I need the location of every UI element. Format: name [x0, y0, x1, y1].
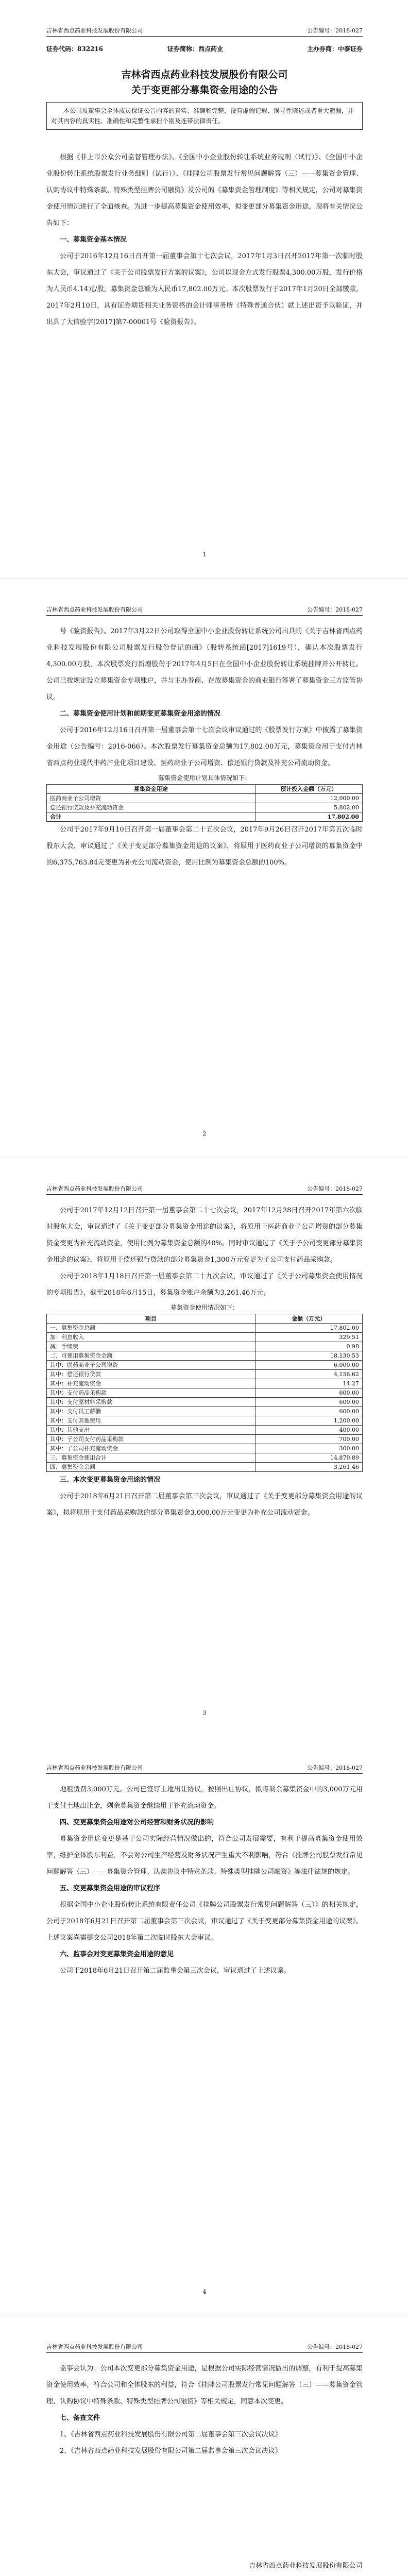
page-1	[0, 0, 409, 579]
table-cell: 其中：支付原材料采购款	[47, 1398, 255, 1407]
page-header	[46, 1185, 363, 1195]
table-header: 金额（万元）	[255, 1314, 362, 1324]
table-cell: 二、可使用募集资金金额	[47, 1351, 255, 1361]
table-row	[47, 1435, 363, 1444]
table-cell: 14.27	[255, 1379, 362, 1388]
page-header	[46, 2343, 363, 2353]
table-cell: 四、募集资金余额	[47, 1463, 255, 1472]
section-heading: 二、募集资金使用计划和前期变更募集资金用途的情况	[60, 710, 221, 718]
table-cell: 12,000.00	[255, 794, 362, 803]
table-cell: 4,156.62	[255, 1370, 362, 1379]
table-cell: 其中：子公司补充流动资金	[47, 1444, 255, 1453]
table-cell: 5,802.00	[255, 803, 362, 812]
table-cell: 329.51	[255, 1333, 362, 1342]
table-cell: 0.98	[255, 1342, 362, 1351]
header-company: 吉林省西点药业科技发展股份有限公司	[46, 606, 143, 613]
paragraph: 公司于2018年1月18日召开第一届董事会第二十九次会议，审议通过了《关于公司募集资金使用情况的专项报告》，截至2018年6月15日，募集资金账户余额为3,261.46万元。	[46, 1273, 363, 1297]
table-cell: 400.00	[255, 1426, 362, 1435]
table-cell: 600.00	[255, 1398, 362, 1407]
table-cell: 其中：医药商业子公司增资	[47, 1361, 255, 1370]
table-caption: 募集资金使用计划具体情况如下：	[158, 774, 251, 782]
table-cell: 合计	[47, 812, 255, 822]
responsibility-notice: 本公司及董事会全体成员保证公告内容的真实、准确和完整，没有虚假记载、误导性陈述或者重大遗漏，并对其内容的真实性、准确性和完整性承担个别及连带法律责任。	[46, 102, 363, 130]
table-row	[47, 812, 363, 822]
table-cell: 其中：其他支出	[47, 1426, 255, 1435]
table-row	[47, 1351, 363, 1361]
table-cell: 其中：支付其他费用	[47, 1416, 255, 1426]
paragraph: 公司于2018年6月21日召开第二届监事会第三次会议，审议通过了上述议案。	[60, 1967, 291, 1975]
paragraph: 公司于2016年12月16日召开第一届董事会第十七次会议审议通过的《股票发行方案》中披露了募集资金用途（公告编号：2016-066）。本次股票发行募集资金总额为17,802.00万元，募集资金用于支付吉林省西点药业现代中药产业化项目建设、医药商业子公司增资、偿还银行贷款及补充公司流动资金。	[46, 726, 363, 767]
section-heading: 七、备查文件	[60, 2414, 100, 2422]
section-heading: 四、变更募集资金用途对公司经营和财务状况的影响	[60, 1819, 214, 1826]
paragraph: 公司于2018年6月21日召开第二届董事会第三次会议，审议通过了《关于变更部分募集资金用途的议案》，拟将原用于支付药品采购款的部分募集资金3,000.00万元变更为补充公司流动资金。	[46, 1493, 363, 1517]
table-cell: 医药商业子公司增资	[47, 794, 255, 803]
page-2	[0, 579, 409, 1158]
table-header: 募集资金用途	[47, 785, 255, 794]
signature-company: 吉林省西点药业科技发展股份有限公司	[248, 2562, 363, 2570]
page5-body	[46, 2361, 363, 2460]
paragraph: 监事会认为：公司本次变更部分募集资金用途，是根据公司实际经营情况做出的调整，有利于提高募集资金使用效率，符合公司和全体股东的利益，符合《挂牌公司股票发行常见问题解答（三）——募集资金管理、认购协议中特殊条款、特殊类型挂牌公司融资》等相关规定，同意本次变更。	[46, 2365, 363, 2405]
table-row	[47, 1444, 363, 1453]
table-header: 项目	[47, 1314, 255, 1324]
table-cell: 一、募集资金总额	[47, 1324, 255, 1333]
table-cell: 300.00	[255, 1444, 362, 1453]
table-cell: 偿还银行贷款及补充流动资金	[47, 803, 255, 812]
table-cell: 减：手续费	[47, 1342, 255, 1351]
table-row	[47, 1463, 363, 1472]
table-cell: 6,000.00	[255, 1361, 362, 1370]
section-heading: 一、募集资金基本情况	[60, 236, 127, 244]
page3-body	[46, 1202, 363, 1521]
paragraph: 公司于2017年9月10日召开第一届董事会第二十五次会议，2017年9月26日召开2017年第五次临时股东大会，审议通过了《关于变更部分募集资金用途的议案》，将原用于医药商业子公司增资的募集资金中的6,375,763.84元变更为补充公司流动资金，使用比例为募集资金总额的100%。	[46, 826, 363, 867]
header-announce-no: 公告编号：2018-027	[307, 606, 363, 613]
table-row	[47, 1426, 363, 1435]
paragraph: 募集资金用途变更是基于公司实际经营情况做出的，符合公司发展需要，有利于提高募集资金使用效率，维护全体股东利益，不会对公司生产经营及财务状况产生重大不利影响，符合《挂牌公司股票发行常见问题解答（三）——募集资金管理、认购协议中特殊条款、特殊类型挂牌公司融资》等法律法规的规定。	[46, 1835, 363, 1876]
paragraph: 根据全国中小企业股份转让系统有限责任公司《挂牌公司股票发行常见问题解答（三）》的相关规定，公司于2018年6月21日召开第二届董事会第三次会议，审议通过了《关于变更部分募集资金用途的议案》。上述议案尚需提交公司2018年第二次临时股东大会审议。	[46, 1901, 363, 1942]
table-row	[47, 1388, 363, 1398]
table-cell: 其中：子公司支付药品采购款	[47, 1435, 255, 1444]
page-4	[0, 1737, 409, 2316]
table-cell: 600.00	[255, 1407, 362, 1416]
header-company: 吉林省西点药业科技发展股份有限公司	[46, 27, 143, 34]
table-header-row	[47, 1314, 363, 1324]
table-cell: 18,130.53	[255, 1351, 362, 1361]
table-row	[47, 1453, 363, 1463]
page-header	[46, 1764, 363, 1774]
table-cell: 加：利息收入	[47, 1333, 255, 1342]
table-row	[47, 1416, 363, 1426]
page-number: 1	[202, 551, 207, 558]
table-cell: 3,261.46	[255, 1463, 362, 1472]
table-cell: 17,802.00	[255, 1324, 362, 1333]
page-header	[46, 606, 363, 616]
header-company: 吉林省西点药业科技发展股份有限公司	[46, 1765, 143, 1771]
table-caption: 募集资金使用情况如下：	[170, 1304, 238, 1311]
fund-usage-table	[46, 1314, 363, 1472]
table-cell: 14,870.89	[255, 1453, 362, 1463]
table-row	[47, 794, 363, 803]
table-header: 预计投入金额（万元）	[255, 785, 362, 794]
header-announce-no: 公告编号：2018-027	[307, 1185, 363, 1192]
paragraph: 号《验资报告》。2017年3月22日公司取得全国中小企业股份转让系统公司出具的《关于吉林省西点药业科技发展股份有限公司股票发行股份登记的函》（股转系统函[2017]1619号），确认本次股票发行4,300.00万股，本次股票发行新增股份于2017年4月5日在全国中小企业股份转让系统挂牌并公开转让。公司已按规定设立募集资金专项账户，并与主办券商、存放募集资金的商业银行签署了募集资金三方监管协议。	[46, 628, 363, 701]
stock-code-line	[46, 44, 363, 54]
title-company: 吉林省西点药业科技发展股份有限公司	[121, 69, 288, 80]
page-number: 4	[202, 2289, 207, 2295]
table-row	[47, 1379, 363, 1388]
title-subject: 关于变更部分募集资金用途的公告	[131, 84, 278, 96]
table-row	[47, 1361, 363, 1370]
header-announce-no: 公告编号：2018-027	[307, 1765, 363, 1771]
table-cell: 其中：支付员工薪酬	[47, 1407, 255, 1416]
table-row	[47, 1342, 363, 1351]
section-heading: 三、本次变更募集资金用途的情况	[60, 1476, 161, 1484]
stock-code: 证券代码：832216	[46, 45, 104, 53]
reference-item: 2、《吉林省西点药业科技发展股份有限公司第二届监事会第三次会议决议》	[60, 2447, 282, 2455]
paragraph: 公司于2016年12月16日召开第一届董事会第十七次会议，2017年1月3日召开2017年第一次临时股东大会，审议通过了《关于公司股票发行方案的议案》，公司以现金方式发行股票4,300.00万股，发行价格为人民币4.14元/股，募集资金总额为人民币17,802.00万元。本次股票发行于2017年1月20日全部缴款，2017年2月10日，具有证券期货相关业务资格的会计师事务所（特殊普通合伙）就上述出资予以验证，并出具了大信验字[2017]第7-00001号《验资报告》。	[46, 252, 363, 326]
paragraph: 根据《非上市公众公司监督管理办法》、《全国中小企业股份转让系统业务规则（试行）》、《全国中小企业股份转让系统股票发行业务细则（试行）》、《挂牌公司股票发行常见问题解答（三）——募集资金管理、认购协议中特殊条款、特殊类型挂牌公司融资》及公司的《募集资金管理制度》等相关规定，公司对募集资金使用情况进行了全面核查。为进一步提高募集资金使用效率，拟变更部分募集资金用途，现将有关情况公告如下：	[46, 154, 363, 227]
table-cell: 600.00	[255, 1388, 362, 1398]
page-3	[0, 1158, 409, 1737]
table-row	[47, 1407, 363, 1416]
table-row	[47, 803, 363, 812]
page-number: 3	[202, 1709, 207, 1716]
table-cell: 其中：支付药品采购款	[47, 1388, 255, 1398]
header-announce-no: 公告编号：2018-027	[307, 27, 363, 34]
page4-body	[46, 1782, 363, 1979]
table-row	[47, 1398, 363, 1407]
table-row	[47, 1324, 363, 1333]
table-row	[47, 1333, 363, 1342]
reference-item: 1、《吉林省西点药业科技发展股份有限公司第二届董事会第三次会议决议》	[60, 2431, 282, 2438]
page-number: 2	[202, 1130, 207, 1137]
fund-plan-table	[46, 784, 363, 822]
signature-board	[249, 2574, 321, 2576]
table-cell: 700.00	[255, 1435, 362, 1444]
signature-block	[249, 2558, 363, 2576]
table-cell: 1,200.00	[255, 1416, 362, 1426]
paragraph: 地租赁费3,000万元。公司已签订土地出让协议，按照出让协议，拟将剩余募集资金中的3,000万元用于支付土地出让金，剩余募集资金继续用于补充流动资金。	[46, 1786, 363, 1810]
table-cell: 17,802.00	[255, 812, 362, 822]
section-heading: 六、监事会对变更募集资金用途的意见	[60, 1951, 174, 1958]
table-header-row	[47, 785, 363, 794]
page2-body	[46, 623, 363, 871]
table-row	[47, 1370, 363, 1379]
header-company: 吉林省西点药业科技发展股份有限公司	[46, 2344, 143, 2350]
table-cell: 其中：偿还银行贷款	[47, 1370, 255, 1379]
page-5	[0, 2316, 409, 2576]
section-heading: 五、变更募集资金用途的审议程序	[60, 1885, 161, 1892]
page-header	[46, 27, 363, 37]
table-cell: 其中：补充流动资金	[47, 1379, 255, 1388]
header-announce-no: 公告编号：2018-027	[307, 2344, 363, 2350]
paragraph: 公司于2017年12月12日召开第一届董事会第二十七次会议，2017年12月28日召开2017年第六次临时股东大会，审议通过了《关于变更部分募集资金用途的议案》，将原用于医药商业子公司增资的部分募集资金变更为补充流动资金，使用比例为募集资金总额的40%。同时审议通过了《关于子公司变更部分募集资金用途的议案》，将原用于偿还银行贷款的部分募集资金1,300万元变更为子公司支付药品采购款。	[46, 1207, 363, 1264]
header-company: 吉林省西点药业科技发展股份有限公司	[46, 1185, 143, 1192]
stock-name: 证券简称：西点药业	[167, 45, 224, 53]
broker: 主办券商：中泰证券	[306, 45, 363, 53]
page1-body	[46, 149, 363, 331]
table-cell: 三、募集资金使用合计	[47, 1453, 255, 1463]
